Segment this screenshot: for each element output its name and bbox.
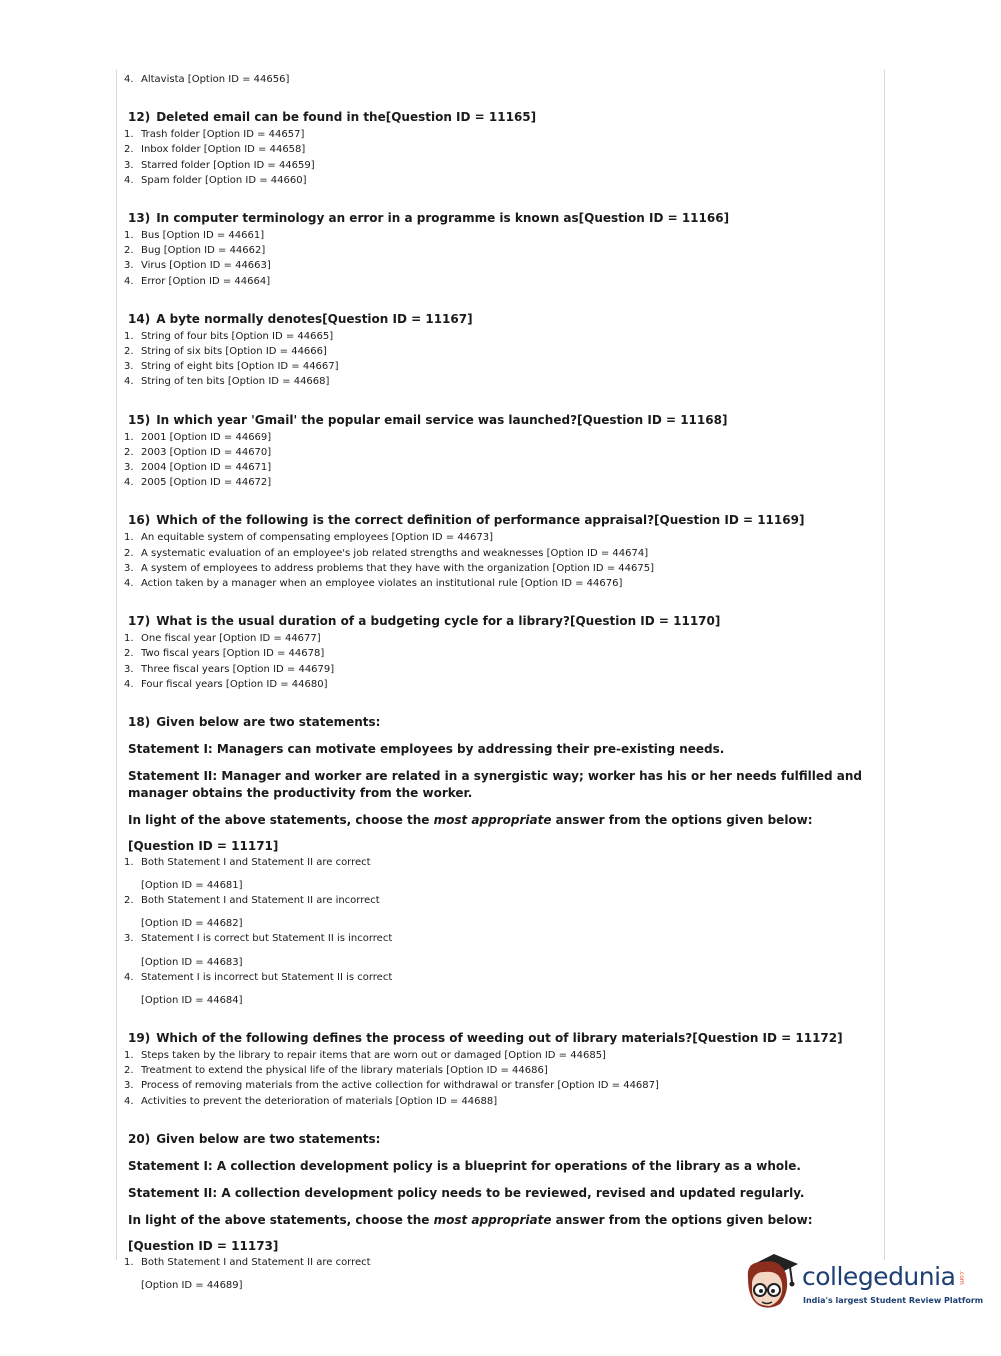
- option-item: 3. A system of employees to address problems that they have with the organization [Option ID = 44675]: [124, 562, 654, 574]
- option-id: [Option ID = 44682]: [141, 918, 243, 930]
- question-18: [124, 714, 876, 1008]
- option-id: [Option ID = 44689]: [141, 1279, 243, 1291]
- right-margin-rule: [884, 70, 885, 1260]
- option-item: 2. Inbox folder [Option ID = 44658]: [124, 144, 306, 156]
- option-item: 3. Three fiscal years [Option ID = 44679]: [124, 663, 335, 675]
- option-id: [Option ID = 44681]: [141, 880, 243, 892]
- collegedunia-logo[interactable]: [740, 1248, 984, 1320]
- option-item: 3. Process of removing materials from the active collection for withdrawal or transfer [Option ID = 44687]: [124, 1080, 659, 1092]
- question-title: 13) In computer terminology an error in a programme is known as[Question ID = 11166]: [128, 211, 730, 226]
- option-item: 4. 2005 [Option ID = 44672]: [124, 477, 272, 489]
- option-id: [Option ID = 44684]: [141, 994, 243, 1006]
- option-item: 2. Treatment to extend the physical life of the library materials [Option ID = 44686]: [124, 1065, 548, 1077]
- question-12: [124, 109, 876, 188]
- question-15: [124, 412, 876, 491]
- option-item: 2. 2003 [Option ID = 44670]: [124, 446, 272, 458]
- option-item: 4. Action taken by a manager when an employee violates an institutional rule [Option ID = 44676]: [124, 578, 623, 590]
- option-item: 1. Both Statement I and Statement II are correct: [124, 1256, 371, 1268]
- option-item: 1. Bus [Option ID = 44661]: [124, 230, 265, 242]
- option-item: 4. Error [Option ID = 44664]: [124, 275, 271, 287]
- question-13: [124, 210, 876, 289]
- instruction: In light of the above statements, choose the most appropriate answer from the options given below:: [128, 813, 813, 828]
- question-16: [124, 512, 876, 591]
- option-item: 3. Virus [Option ID = 44663]: [124, 260, 271, 272]
- question-title: 16) Which of the following is the correct definition of performance appraisal?[Question ID = 11169]: [128, 513, 805, 528]
- option-id: [Option ID = 44683]: [141, 956, 243, 968]
- statement-2: Statement II: Manager and worker are related in a synergistic way; worker has his or her needs fulfilled and manager obtains the productivity from the worker.: [128, 769, 862, 801]
- brand-name: collegedunia: [802, 1262, 956, 1291]
- question-17: [124, 613, 876, 692]
- question-title: 17) What is the usual duration of a budgeting cycle for a library?[Question ID = 11170]: [128, 614, 721, 629]
- option-item: 4. Altavista [Option ID = 44656]: [124, 74, 290, 85]
- option-item: 2. Bug [Option ID = 44662]: [124, 245, 266, 257]
- option-item: 1. One fiscal year [Option ID = 44677]: [124, 633, 321, 645]
- option-item: 3. Statement I is correct but Statement II is incorrect: [124, 933, 393, 945]
- question-title: 20) Given below are two statements:: [128, 1131, 381, 1146]
- brand-suffix: .com: [958, 1270, 965, 1285]
- question-14: [124, 311, 876, 390]
- option-item: 2. A systematic evaluation of an employee's job related strengths and weaknesses [Option ID = 44674]: [124, 547, 649, 559]
- option-item: 4. String of ten bits [Option ID = 44668]: [124, 376, 330, 388]
- question-title: 12) Deleted email can be found in the[Question ID = 11165]: [128, 110, 537, 125]
- left-margin-rule: [116, 70, 117, 1260]
- statement-2: Statement II: A collection development policy needs to be reviewed, revised and updated regularly.: [128, 1185, 805, 1200]
- question-id: [Question ID = 11171]: [128, 839, 279, 854]
- statement-1: Statement I: A collection development policy is a blueprint for operations of the library as a whole.: [128, 1158, 801, 1173]
- option-item: 1. Both Statement I and Statement II are correct: [124, 857, 371, 869]
- continued-options: [124, 72, 876, 87]
- option-item: 3. Starred folder [Option ID = 44659]: [124, 159, 315, 171]
- brand-tagline: India's largest Student Review Platform: [803, 1296, 984, 1305]
- option-item: 1. String of four bits [Option ID = 44665]: [124, 330, 334, 342]
- option-item: 4. Statement I is incorrect but Statement II is correct: [124, 971, 393, 983]
- option-item: 3. String of eight bits [Option ID = 44667]: [124, 361, 339, 373]
- question-paper: [124, 72, 876, 1293]
- option-item: 4. Spam folder [Option ID = 44660]: [124, 174, 307, 186]
- question-id: [Question ID = 11173]: [128, 1238, 279, 1253]
- option-item: 4. Four fiscal years [Option ID = 44680]: [124, 678, 328, 690]
- question-title: 15) In which year 'Gmail' the popular email service was launched?[Question ID = 11168]: [128, 412, 728, 427]
- question-title: 14) A byte normally denotes[Question ID = 11167]: [128, 311, 473, 326]
- mascot-icon: [740, 1248, 802, 1320]
- question-19: [124, 1030, 876, 1109]
- option-item: 3. 2004 [Option ID = 44671]: [124, 462, 272, 474]
- option-item: 2. Two fiscal years [Option ID = 44678]: [124, 648, 325, 660]
- instruction: In light of the above statements, choose the most appropriate answer from the options given below:: [128, 1212, 813, 1227]
- option-item: 1. Trash folder [Option ID = 44657]: [124, 129, 305, 141]
- option-item: 2. String of six bits [Option ID = 44666]: [124, 346, 327, 358]
- option-item: 1. 2001 [Option ID = 44669]: [124, 431, 272, 443]
- option-item: 1. An equitable system of compensating employees [Option ID = 44673]: [124, 532, 494, 544]
- question-title: 19) Which of the following defines the process of weeding out of library materials?[Question ID = 11172]: [128, 1030, 843, 1045]
- option-item: 2. Both Statement I and Statement II are incorrect: [124, 895, 380, 907]
- option-item: 1. Steps taken by the library to repair items that are worn out or damaged [Option ID = 44685]: [124, 1049, 606, 1061]
- statement-1: Statement I: Managers can motivate employees by addressing their pre-existing needs.: [128, 742, 725, 757]
- question-title: 18) Given below are two statements:: [128, 715, 381, 730]
- option-item: 4. Activities to prevent the deterioration of materials [Option ID = 44688]: [124, 1095, 498, 1107]
